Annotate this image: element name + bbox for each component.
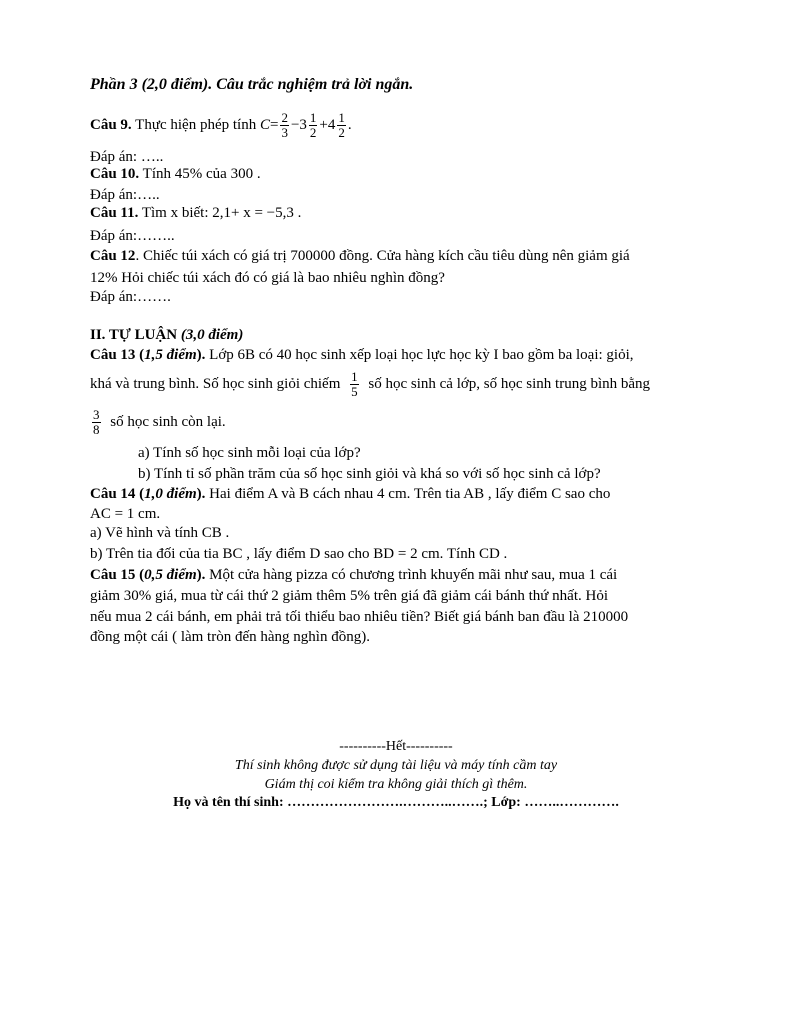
q15-line2: giảm 30% giá, mua từ cái thứ 2 giảm thêm 5% trên giá đã giảm cái bánh thứ nhất. Hỏi <box>90 588 609 604</box>
q13-f2-den: 8 <box>93 422 100 438</box>
q11-label: Câu 11. <box>90 205 139 221</box>
q12-line2: 12% Hỏi chiếc túi xách đó có giá là bao nhiêu nghìn đồng? <box>90 270 445 286</box>
q9-end: . <box>347 117 352 133</box>
q9-equals: = <box>269 117 279 133</box>
q9-plus: +4 <box>319 117 336 133</box>
q13-line2b: số học sinh cả lớp, số học sinh trung bình bằng <box>368 376 651 392</box>
question-10 <box>90 165 261 183</box>
part2-heading-points: (3,0 điểm) <box>177 327 244 343</box>
q14-points: 1,0 điểm <box>144 486 197 502</box>
q13-line1: Lớp 6B có 40 học sinh xếp loại học lực học kỳ I bao gồm ba loại: giỏi, <box>205 347 634 363</box>
q13-item-b: b) Tính tỉ số phần trăm của số học sinh giỏi và khá so với số học sinh cả lớp? <box>138 466 601 482</box>
q9-f2-den: 2 <box>309 125 317 141</box>
q12-label: Câu 12 <box>90 248 136 264</box>
q13-line2 <box>90 366 650 402</box>
q12-line1: . Chiếc túi xách có giá trị 700000 đồng. Cửa hàng kích cầu tiêu dùng nên giảm giá <box>135 248 630 264</box>
q15-label: Câu 15 ( <box>90 567 145 583</box>
q13-label: Câu 13 ( <box>90 347 145 363</box>
q14-line2: AC = 1 cm. <box>90 506 161 522</box>
question-15 <box>90 566 617 584</box>
q14-line4: b) Trên tia đối của tia BC , lấy điểm D sao cho BD = 2 cm. Tính CD . <box>90 546 508 562</box>
q15-line1: Một cửa hàng pizza có chương trình khuyến mãi như sau, mua 1 cái <box>205 567 618 583</box>
footer-note-2: Giám thị coi kiểm tra không giải thích gì thêm. <box>264 777 528 792</box>
q9-text: Thực hiện phép tính <box>135 117 257 133</box>
q13-line3-text: số học sinh còn lại. <box>110 414 226 430</box>
part2-heading <box>90 326 243 344</box>
q13-f-num: 1 <box>351 369 358 385</box>
question-9 <box>90 108 352 142</box>
q9-fraction-2 <box>309 111 318 140</box>
q13-line2a: khá và trung bình. Số học sinh giỏi chiếm <box>90 376 341 392</box>
q15-label-end: ). <box>196 567 206 583</box>
footer-note-1: Thí sinh không được sử dụng tài liệu và máy tính cầm tay <box>234 758 558 773</box>
q11-answer: Đáp án:…….. <box>90 228 175 244</box>
q10-text: Tính 45% của 300 . <box>142 166 261 182</box>
q14-line1: Hai điểm A và B cách nhau 4 cm. Trên tia AB , lấy điểm C sao cho <box>205 486 611 502</box>
q11-text: Tìm x biết: 2,1+ x = −5,3 . <box>141 205 302 221</box>
q15-line3: nếu mua 2 cái bánh, em phải trả tối thiểu bao nhiêu tiền? Biết giá bánh ban đầu là 210000 <box>90 609 629 625</box>
question-11 <box>90 204 301 222</box>
question-12 <box>90 247 630 265</box>
q14-line3: a) Vẽ hình và tính CB . <box>90 525 230 541</box>
q9-var-c: C <box>259 117 270 133</box>
q13-line3 <box>90 404 226 440</box>
q9-answer: Đáp án: ….. <box>90 149 164 165</box>
part3-heading: Phần 3 (2,0 điểm). Câu trắc nghiệm trả lời ngắn. <box>90 76 414 93</box>
q13-fraction-3-8 <box>92 408 101 437</box>
q9-f2-num: 1 <box>309 110 317 126</box>
q9-minus: −3 <box>290 117 307 133</box>
q15-points: 0,5 điểm <box>144 567 197 583</box>
q13-label-end: ). <box>196 347 206 363</box>
q14-label-end: ). <box>196 486 206 502</box>
q9-f3-num: 1 <box>338 110 345 126</box>
part2-heading-bold: II. TỰ LUẬN <box>90 327 178 343</box>
q9-f1-num: 2 <box>281 110 288 126</box>
q13-fraction-1-5 <box>350 370 359 399</box>
end-mark: ----------Hết---------- <box>339 739 453 754</box>
q9-label: Câu 9. <box>90 117 132 133</box>
q9-f3-den: 2 <box>338 125 345 141</box>
q9-f1-den: 3 <box>281 125 288 141</box>
q15-line4: đồng một cái ( làm tròn đến hàng nghìn đồng). <box>90 629 370 645</box>
question-13 <box>90 346 634 364</box>
question-14 <box>90 485 610 503</box>
q9-fraction-3 <box>337 111 346 140</box>
q13-item-a: a) Tính số học sinh mỗi loại của lớp? <box>138 445 361 461</box>
candidate-name-line: Họ và tên thí sinh: …………………….………..…….; Lớp: ……..…………. <box>173 795 619 810</box>
q10-answer: Đáp án:….. <box>90 187 160 203</box>
q10-label: Câu 10. <box>90 166 140 182</box>
q13-f-den: 5 <box>351 384 358 400</box>
q12-answer: Đáp án:……. <box>90 289 171 305</box>
q14-label: Câu 14 ( <box>90 486 145 502</box>
q13-points: 1,5 điểm <box>144 347 197 363</box>
q13-f2-num: 3 <box>93 407 100 423</box>
q9-fraction-1 <box>280 111 289 140</box>
